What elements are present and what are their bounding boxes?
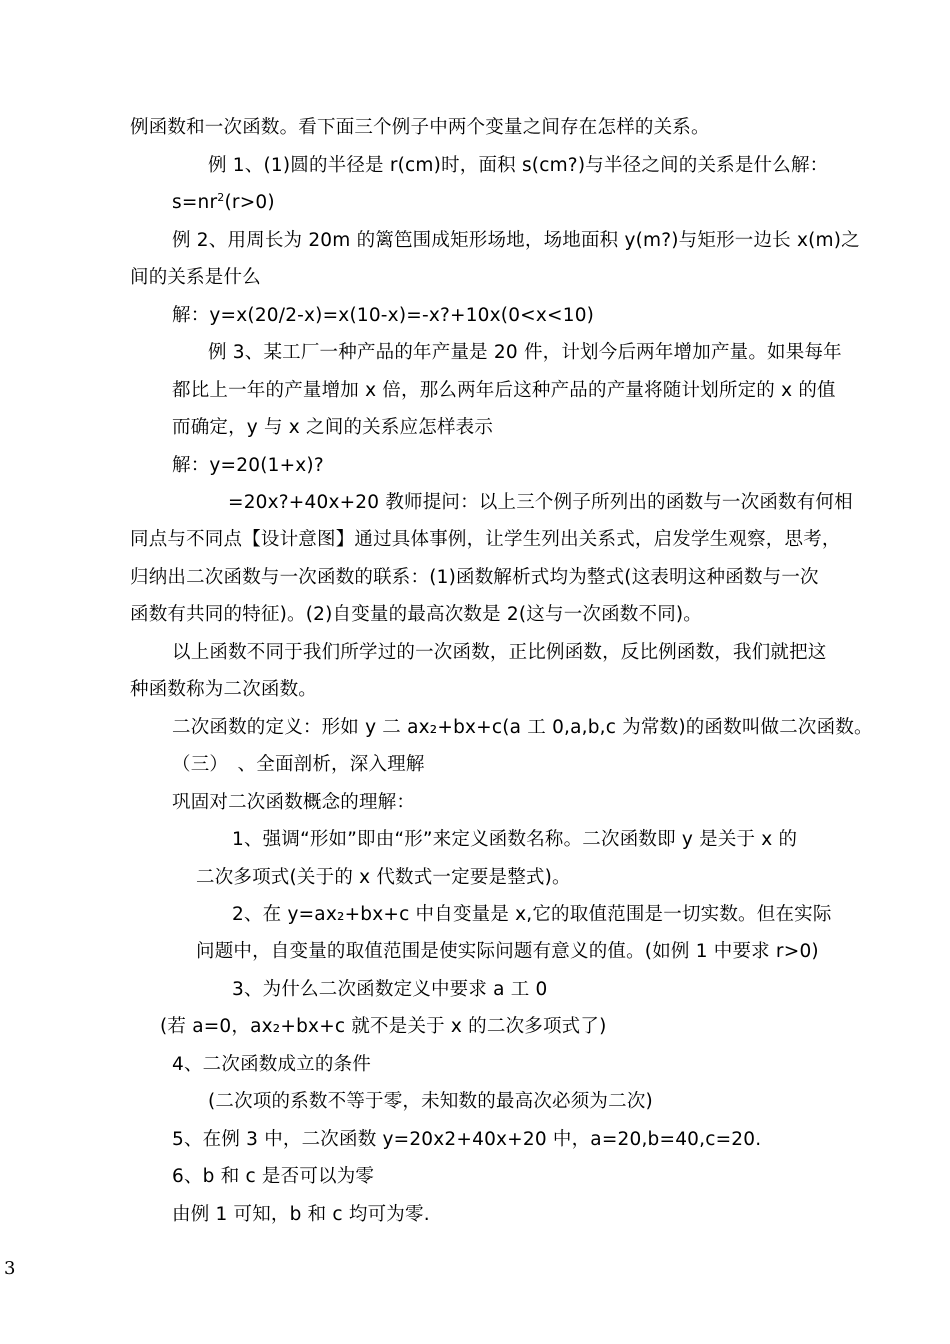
text-line: 由例 1 可知，b 和 c 均可为零. <box>172 1204 430 1225</box>
text-line: (若 a=0，ax₂+bx+c 就不是关于 x 的二次多项式了) <box>160 1016 607 1037</box>
text-line: 6、b 和 c 是否可以为零 <box>172 1166 375 1187</box>
text-line: 二次函数的定义：形如 y 二 ax₂+bx+c(a 工 0,a,b,c 为常数)的函数叫做二次函数。 <box>172 717 873 738</box>
text-line: 例 1、(1)圆的半径是 r(cm)时，面积 s(cm?)与半径之间的关系是什么解： <box>208 155 829 176</box>
text-line: (二次项的系数不等于零，未知数的最高次必须为二次) <box>208 1091 653 1112</box>
formula-line <box>172 191 275 215</box>
page-number: 3 <box>4 1258 16 1279</box>
text-line: 归纳出二次函数与一次函数的联系：(1)函数解析式均为整式(这表明这种函数与一次 <box>130 567 819 588</box>
formula-text: (r>0) <box>224 192 275 213</box>
superscript: 2 <box>217 191 225 204</box>
text-line: 间的关系是什么 <box>130 267 261 288</box>
text-line: 同点与不同点【设计意图】通过具体事例，让学生列出关系式，启发学生观察，思考， <box>130 529 841 550</box>
text-line: 解：y=x(20/2-x)=x(10-x)=-x?+10x(0<x<10) <box>172 305 595 326</box>
text-line: 函数有共同的特征)。(2)自变量的最高次数是 2(这与一次函数不同)。 <box>130 604 703 625</box>
text-line: 例 3、某工厂一种产品的年产量是 20 件，计划今后两年增加产量。如果每年 <box>208 342 842 363</box>
text-line: 巩固对二次函数概念的理解： <box>172 792 416 813</box>
text-line: 1、强调“形如”即由“形”来定义函数名称。二次函数即 y 是关于 x 的 <box>232 829 798 850</box>
text-line: 而确定，y 与 x 之间的关系应怎样表示 <box>172 417 494 438</box>
text-line: 3、为什么二次函数定义中要求 a 工 0 <box>232 979 548 1000</box>
text-line: 以上函数不同于我们所学过的一次函数，正比例函数，反比例函数，我们就把这 <box>172 642 827 663</box>
text-line: 解：y=20(1+x)? <box>172 455 324 476</box>
text-line: 5、在例 3 中，二次函数 y=20x2+40x+20 中，a=20,b=40,c=20. <box>172 1129 762 1150</box>
text-line: 问题中，自变量的取值范围是使实际问题有意义的值。(如例 1 中要求 r>0) <box>196 941 819 962</box>
section-heading: （三） 、全面剖析，深入理解 <box>172 754 425 775</box>
text-line: 种函数称为二次函数。 <box>130 679 318 700</box>
text-line: 4、二次函数成立的条件 <box>172 1054 371 1075</box>
text-line: 二次多项式(关于的 x 代数式一定要是整式)。 <box>196 867 571 888</box>
text-line: 例函数和一次函数。看下面三个例子中两个变量之间存在怎样的关系。 <box>130 117 710 138</box>
text-line: 2、在 y=ax₂+bx+c 中自变量是 x,它的取值范围是一切实数。但在实际 <box>232 904 832 925</box>
text-line: =20x?+40x+20 教师提问：以上三个例子所列出的函数与一次函数有何相 <box>228 492 853 513</box>
text-line: 例 2、用周长为 20m 的篱笆围成矩形场地，场地面积 y(m?)与矩形一边长 x(m)之 <box>172 230 860 251</box>
text-line: 都比上一年的产量增加 x 倍，那么两年后这种产品的产量将随计划所定的 x 的值 <box>172 380 836 401</box>
formula-text: s=nr <box>172 192 218 213</box>
